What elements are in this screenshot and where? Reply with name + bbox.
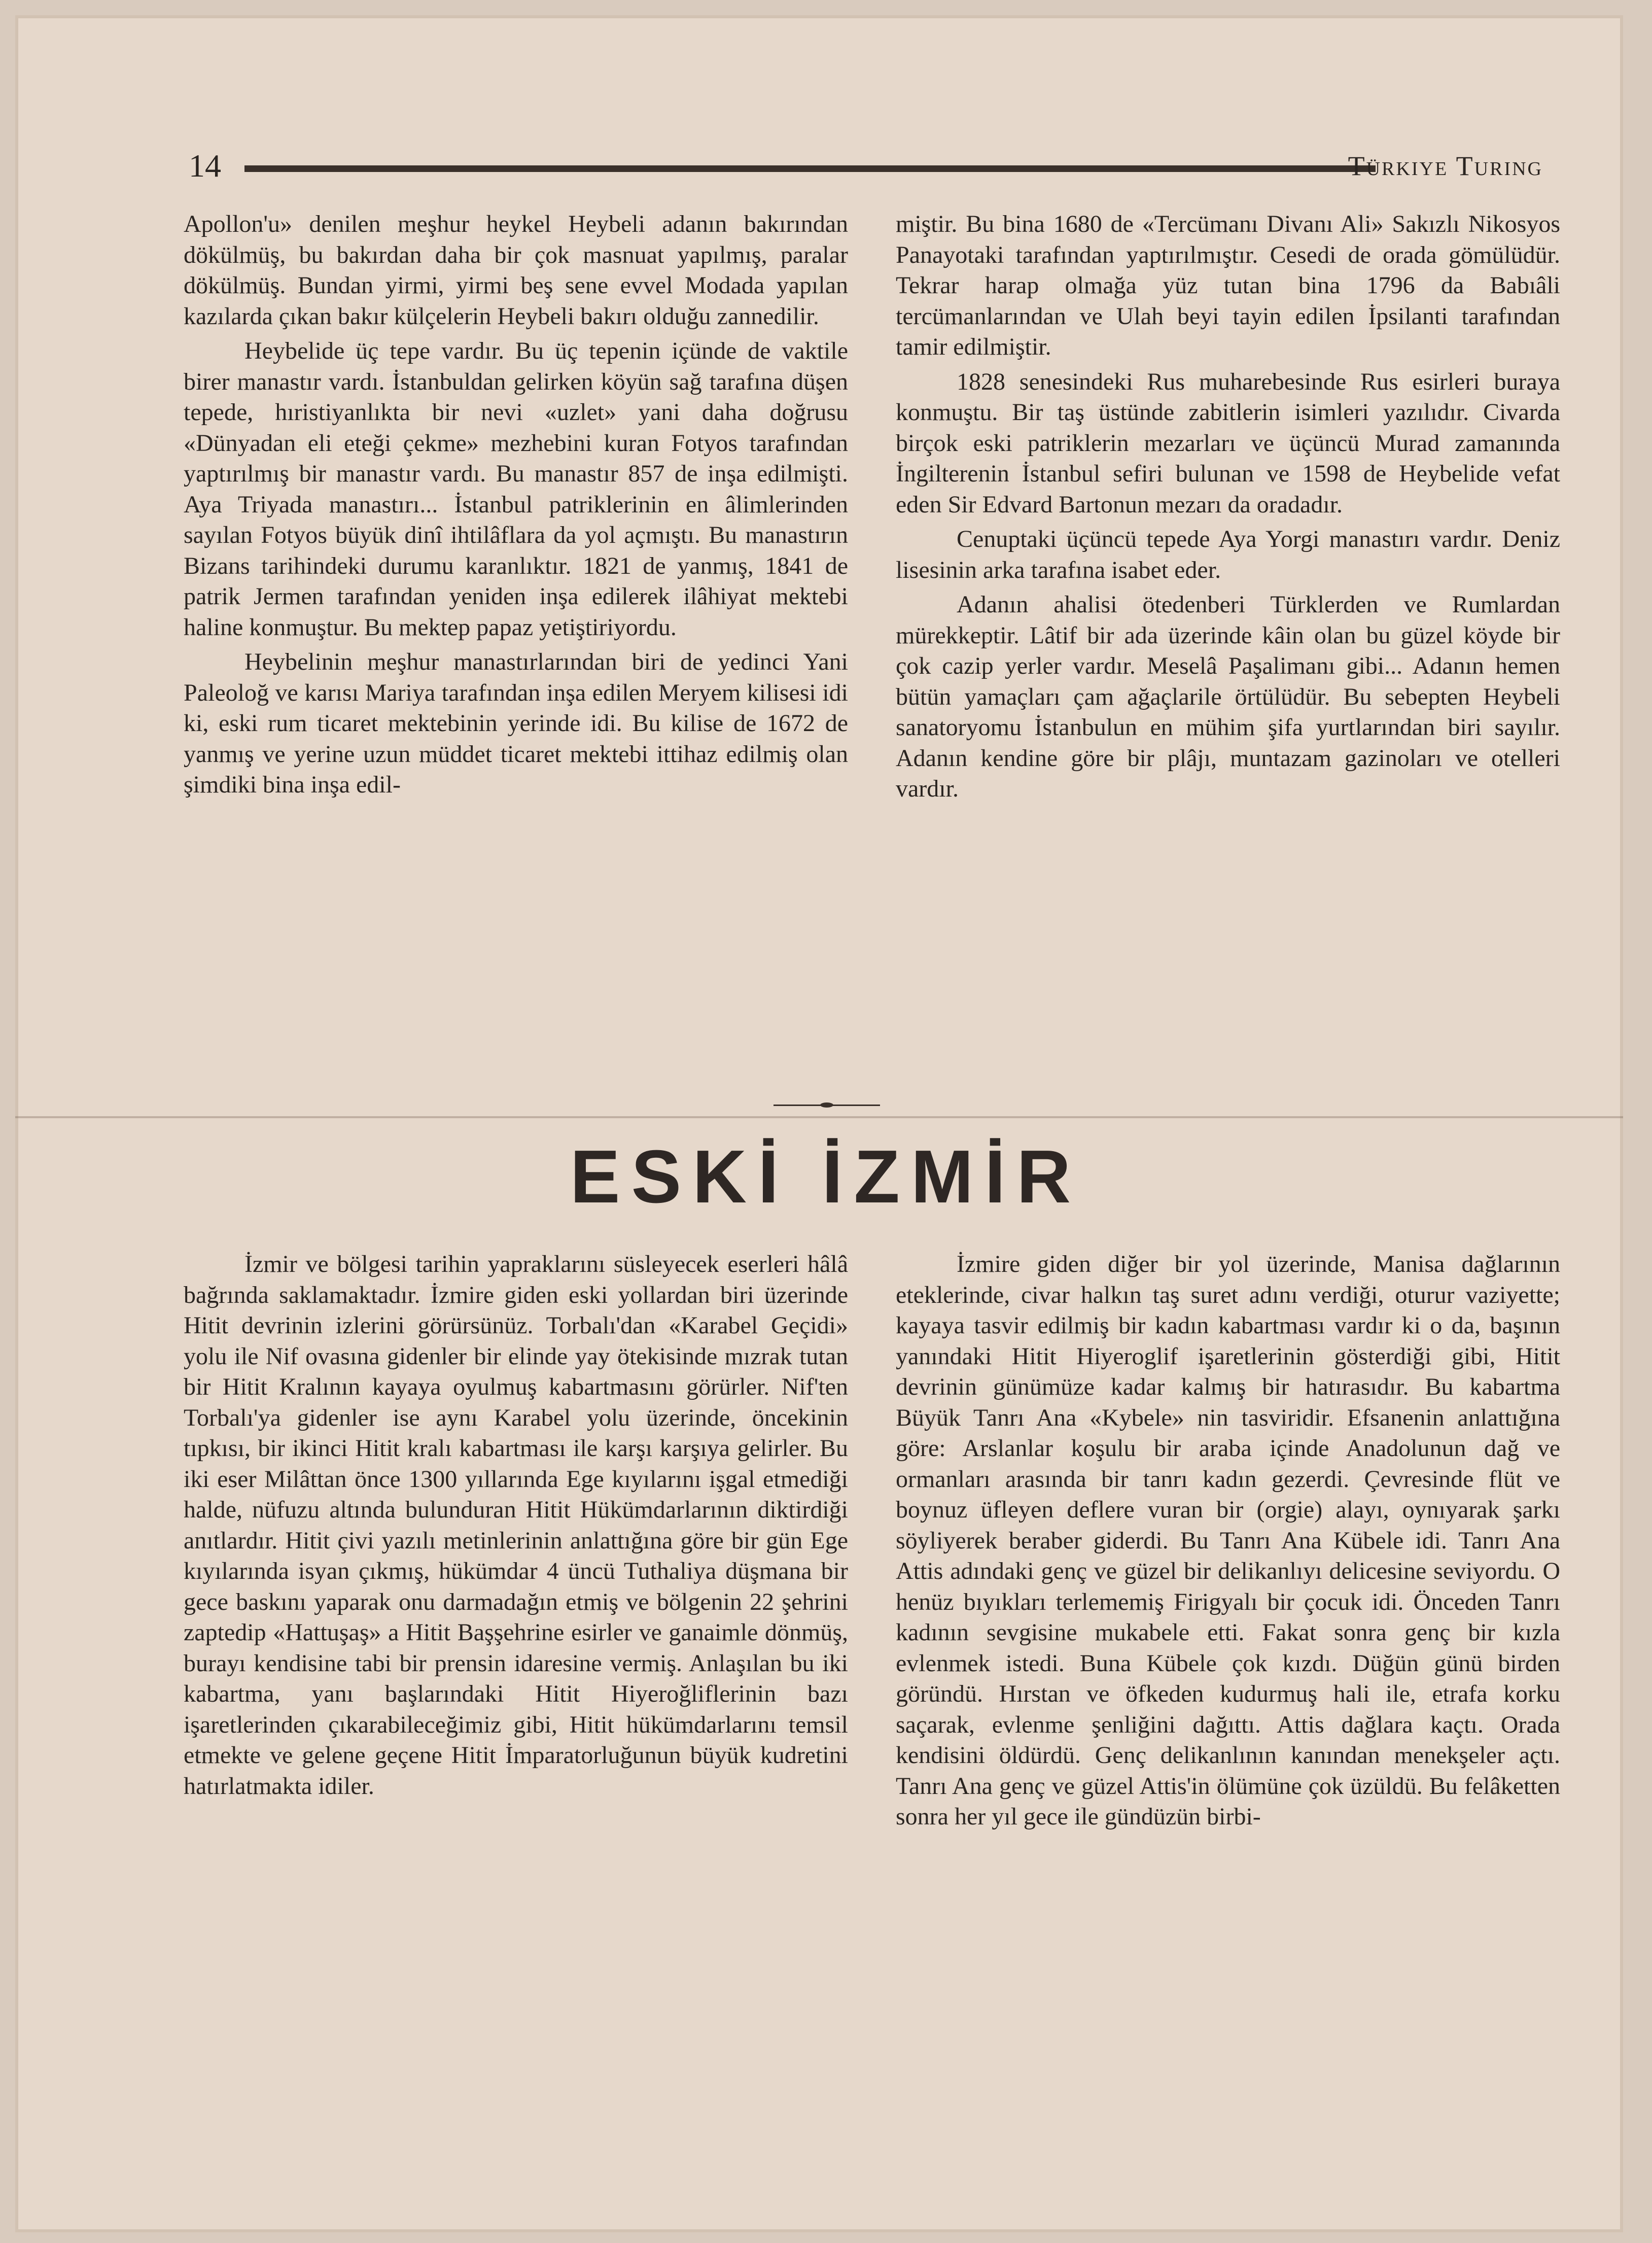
- paragraph: İzmire giden diğer bir yol üzerinde, Manisa dağlarının eteklerinde, civar halkın taş suret adını verdiği, oturur vaziyette; kayaya tasvir edilmiş bir kadın kabartması vardır ki o da, başının yanındaki Hitit Hiyeroglif işaretlerinin gösterdiği gibi, Hitit devrinin günümüze kadar kalmış bir hatırasıdır. Bu kabartma Büyük Tanrı Ana «Kybele» nin tasviridir. Efsanenin anlattığına göre: Arslanlar koşulu bir araba içinde Anadolunun dağ ve ormanları arasında bir tanrı kadın gezerdi. Çevresinde flüt ve boynuz üfleyen deflere vuran bir (orgie) alayı, oynıyarak şarkı söyliyerek beraber giderdi. Bu Tanrı Ana Kübele idi. Tanrı Ana Attis adındaki genç ve güzel bir delikanlıyı delicesine seviyordu. O henüz bıyıkları terlememiş Firigyalı bir çocuk idi. Önceden Tanrı kadının sevgisine mukabele etti. Fakat sonra genç bir kızla evlenmek istedi. Buna Kübele çok kızdı. Düğün günü birden göründü. Hırstan ve öfkeden kudurmuş hali ile, etrafa korku saçarak, evlenme şenliğini dağıttı. Attis dağlara kaçtı. Orada kendisini öldürdü. Genç delikanlının kanından menekşeler açtı. Tanrı Ana genç ve güzel Attis'in ölümüne çok üzüldü. Bu felâketten sonra her yıl gece ile gündüzün birbi-: [896, 1251, 1560, 1830]
- paragraph: Heybelinin meşhur manastırlarından biri de yedinci Yani Paleoloğ ve karısı Mariya tarafından inşa edilen Meryem kilisesi idi ki, eski rum ticaret mektebinin yerinde idi. Bu kilise de 1672 de yanmış ve yerine uzun müddet ticaret mektebi ittihaz edilmiş olan şimdiki bina inşa edil-: [184, 648, 848, 798]
- paragraph: Cenuptaki üçüncü tepede Aya Yorgi manastırı vardır. Deniz lisesinin arka tarafına isabet eder.: [896, 526, 1560, 583]
- header-rule: [244, 165, 1376, 172]
- paragraph: 1828 senesindeki Rus muharebesinde Rus esirleri buraya konmuştu. Bir taş üstünde zabitlerin isimleri yazılıdır. Civarda birçok eski patriklerin mezarları ve üçüncü Murad zamanında İngilterenin İstanbul sefiri bulunan ve 1598 de Heybelide vefat eden Sir Edvard Bartonun mezarı da oradadır.: [896, 368, 1560, 518]
- paragraph: Adanın ahalisi ötedenberi Türklerden ve Rumlardan mürekkeptir. Lâtif bir ada üzerinde kâin olan bu güzel köyde bir çok cazip yerler vardır. Meselâ Paşalimanı gibi... Adanın hemen bütün yamaçları çam ağaçlarile örtülüdür. Bu sebepten Heybeli sanatoryomu İstanbulun en mühim şifa yurtlarından biri sayılır. Adanın kendine göre bir plâjı, muntazam gazinoları ve otelleri vardır.: [896, 591, 1560, 802]
- article2-column-right: [896, 1249, 1560, 1837]
- magazine-title: Türkiye Turing: [1348, 151, 1543, 181]
- article1-column-right: [896, 209, 1560, 809]
- article-title: ESKİ İZMİR: [570, 1135, 1082, 1219]
- page-header: [189, 143, 1543, 189]
- divider-ornament: [820, 1102, 833, 1108]
- article2-column-left: [184, 1249, 848, 1806]
- article1-column-left: [184, 209, 848, 805]
- fold-line: [15, 1116, 1623, 1118]
- section-divider: [774, 1105, 880, 1106]
- paragraph: Heybelide üç tepe vardır. Bu üç tepenin içünde de vaktile birer manastır vardı. İstanbuldan gelirken köyün sağ tarafına düşen tepede, hıristiyanlıkta bir nevi «uzlet» yani daha doğrusu «Dünyadan eli eteği çekme» mezhebini kuran Fotyos tarafından yaptırılmış bir manastır vardı. Bu manastır 857 de inşa edilmişti. Aya Triyada manastırı... İstanbul patriklerinin en âlimlerinden sayılan Fotyos büyük dinî ihtilâflara da yol açmıştı. Bu manastırın Bizans tarihindeki durumu karanlıktır. 1821 de yanmış, 1841 de patrik Jermen tarafından yeniden inşa edilerek ilâhiyat mektebi haline konmuştur. Bu mektep papaz yetiştiriyordu.: [184, 337, 848, 641]
- paragraph: İzmir ve bölgesi tarihin yapraklarını süsleyecek eserleri hâlâ bağrında saklamaktadır. İzmire giden eski yollardan biri üzerinde Hitit devrinin izlerini görürsünüz. Torbalı'dan «Karabel Geçidi» yolu ile Nif ovasına gidenler bir elinde yay ötekisinde mızrak tutan bir Hitit Kralının kayaya oyulmuş kabartmasını görürler. Nif'ten Torbalı'ya gidenler ise aynı Karabel yolu üzerinde, öncekinin tıpkısı, bir ikinci Hitit kralı kabartması ile karşı karşıya gelirler. Bu iki eser Milâttan önce 1300 yıllarında Ege kıyılarını işgal etmediği halde, nüfuzu altında bulunduran Hitit Hükümdarlarının diktirdiği anıtlardır. Hitit çivi yazılı metinlerinin anlattığına göre bir gün Ege kıyılarında isyan çıkmış, hükümdar 4 üncü Tuthaliya düşmana bir gece baskını yaparak onu darmadağın etmiş ve bölgenin 22 şehrini zaptedip «Hattuşaş» a Hitit Başşehrine esirler ve ganaimle dönmüş, burayı kendisine tabi bir prensin idaresine vermiş. Anlaşılan bu iki kabartma, yanı başlarındaki Hitit Hiyeroğliflerinin bazı işaretlerinden çıkarabileceğimiz gibi, Hitit hükümdarlarını temsil etmekte ve gelene geçene Hitit İmparatorluğunun büyük kudretini hatırlatmakta idiler.: [184, 1251, 848, 1800]
- page-number: 14: [189, 148, 221, 184]
- paragraph: Apollon'u» denilen meşhur heykel Heybeli adanın bakırından dökülmüş, bu bakırdan daha bir çok masnuat yapılmış, paralar dökülmüş. Bundan yirmi, yirmi beş sene evvel Modada yapılan kazılarda çıkan bakır külçelerin Heybeli bakırı olduğu zannedilir.: [184, 211, 848, 330]
- paragraph: miştir. Bu bina 1680 de «Tercümanı Divanı Ali» Sakızlı Nikosyos Panayotaki tarafından yaptırılmıştır. Cesedi de orada gömülüdür. Tekrar harap olmağa yüz tutan bina 1796 da Babıâli tercümanlarından ve Ulah beyi tayin edilen İpsilanti tarafından tamir edilmiştir.: [896, 211, 1560, 360]
